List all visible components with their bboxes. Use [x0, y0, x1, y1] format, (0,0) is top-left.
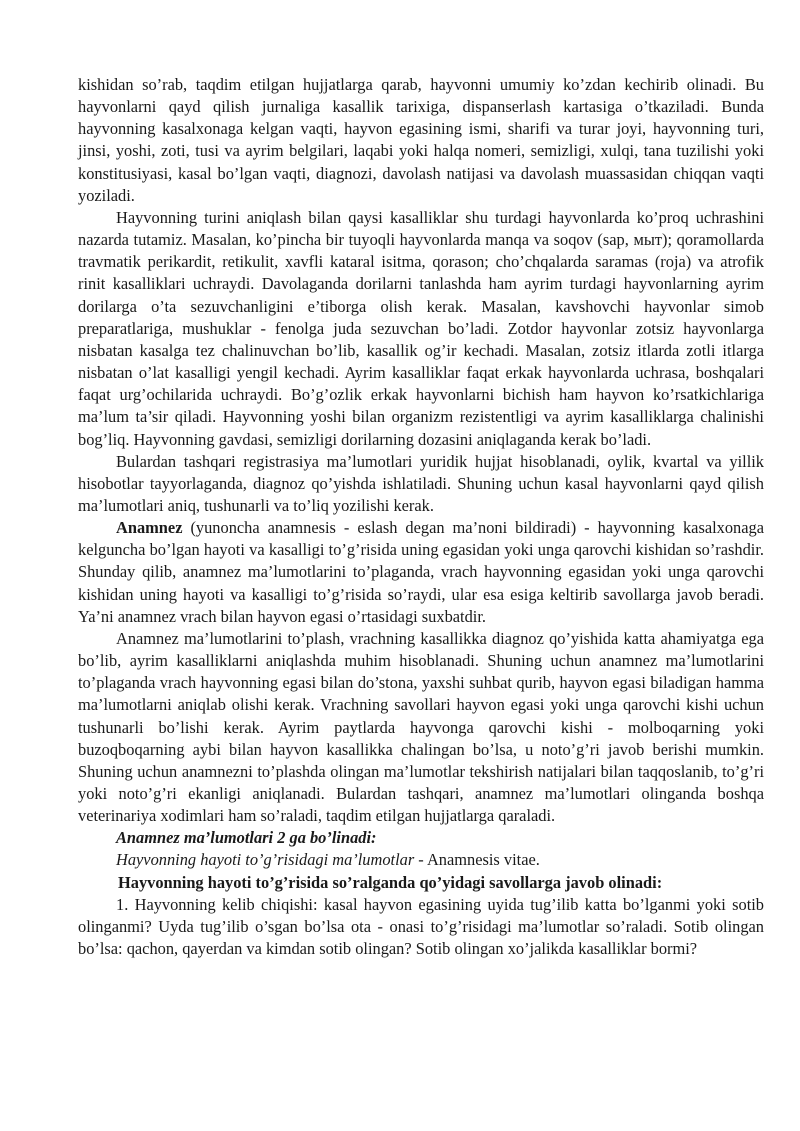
term-anamnez: Anamnez	[116, 518, 183, 538]
heading-life-questions: Hayvonning hayoti to’g’risida so’ralganda qo’yidagi savollarga javob olinadi:	[118, 872, 663, 892]
anamnesis-vitae-latin: - Anamnesis vitae.	[414, 850, 540, 870]
document-page	[78, 74, 764, 960]
anamnesis-vitae-italic: Hayvonning hayoti to’g’risidagi ma’lumotlar	[116, 850, 415, 870]
paragraph-registration-legal: Bulardan tashqari registrasiya ma’lumotlari yuridik hujjat hisoblanadi, oylik, kvartal va yillik hisobotlar tayyorlaganda, diagnoz qo’yishda ishlatiladi. Shuning uchun kasal hayvonlarni qayd qilish ma’lumotlari aniq, tushunarli va to’liq yozilishi kerak.	[78, 451, 764, 515]
paragraph-animal-species: Hayvonning turini aniqlash bilan qaysi kasalliklar shu turdagi hayvonlarda ko’proq uchrashini nazarda tutamiz. Masalan, ko’pincha bir tuyoqli hayvonlarda manqa va soqov (sap, мыт); qoramollarda travmatik perikardit, retikulit, xavfli kataral isitma, qorason; cho’chqalarda saramas (roja) va atrofik rinit kasalliklari uchraydi. Davolaganda dorilarni tanlashda ham ayrim turdagi hayvonlarning ayrim dorilarga o’ta sezuvchanligini e’tiborga olish kerak. Masalan, kavshovchi hayvonlar simob preparatlariga, mushuklar - fenolga juda sezuvchan bo’ladi. Zotdor hayvonlar zotsiz hayvonlarga nisbatan kasalga tez chalinuvchan bo’lib, kasallik og’ir kechadi. Masalan, zotsiz itlarda zotli itlarga nisbatan o’lat kasalligi yengil kechadi. Ayrim kasalliklar faqat erkak hayvonlarda uchrasa, boshqalari faqat urg’ochilarida uchraydi. Bo’g’ozlik erkak hayvonlarni bichish ham hayvon ko’rsatkichlariga ma’lum ta’sir qiladi. Hayvonning yoshi bilan organizm rezistentligi va ayrim kasalliklarga chalinishi bog’liq. Hayvonning gavdasi, semizligi dorilarning dozasini aniqlaganda kerak bo’ladi.	[78, 207, 764, 449]
anamnesis-definition-text: (yunoncha anamnesis - eslash degan ma’noni bildiradi) - hayvonning kasalxonaga kelguncha bo’lgan hayoti va kasalligi to’g’risida uning egasidan yoki unga qarovchi kishidan so’rashdir. Shunday qilib, anamnez ma’lumotlarini to’plaganda, vrach hayvonning egasidan yoki unga qarovchi kishidan uning hayoti va kasalligi to’g’risida so’raydi, ular esa esiga keltirib savollarga javob beradi. Ya’ni anamnez vrach bilan hayvon egasi o’rtasidagi suxbatdir.	[78, 518, 764, 626]
paragraph-origin-question: 1. Hayvonning kelib chiqishi: kasal hayvon egasining uyida tug’ilib katta bo’lganmi yoki sotib olinganmi? Uyda tug’ilib o’sgan bo’lsa ota - onasi to’g’risidagi ma’lumotlar so’raladi. Sotib olingan bo’lsa: qachon, qayerdan va kimdan sotib olingan? Sotib olingan xo’jalikda kasalliklar bormi?	[78, 894, 764, 959]
paragraph-registration-continuation: kishidan so’rab, taqdim etilgan hujjatlarga qarab, hayvonni umumiy ko’zdan kechirib olinadi. Bu hayvonlarni qayd qilish jurnaliga kasallik tarixiga, dispanserlash kartasiga o’tkaziladi. Bunda hayvonning kasalxonaga kelgan vaqti, hayvon egasining ismi, sharifi va turar joyi, hayvonning turi, jinsi, yoshi, zoti, tusi va ayrim belgilari, laqabi yoki halqa nomeri, semizligi, xulqi, tana tuzilishi yoki konstitusiyasi, kasal bo’lgan vaqti, diagnozi, davolash natijasi va davolash muassasidan chiqqan vaqti yoziladi.	[78, 75, 764, 205]
paragraph-anamnesis-importance: Anamnez ma’lumotlarini to’plash, vrachning kasallikka diagnoz qo’yishida katta ahamiyatga ega bo’lib, ayrim kasalliklarni aniqlashda muhim hisoblanadi. Shuning uchun anamnez ma’lumotlarini to’plaganda vrach hayvonning egasi bilan do’stona, yaxshi suhbat qurib, hayvon egasi biladigan hamma ma’lumotlarni aniqlab olishi kerak. Vrachning savollari hayvon egasi yoki unga qarovchi kishi uchun tushunarli bo’lishi kerak. Ayrim paytlarda hayvonga qarovchi kishi - molboqarning yoki buzoqboqarning aybi bilan hayvon kasallikka chalingan bo’lsa, u noto’g’ri javob berishi mumkin. Shuning uchun anamnezni to’plashda olingan ma’lumotlar tekshirish natijalari bilan taqqoslanib, to’g’ri yoki noto’g’ri ekanligi aniqlanadi. Bulardan tashqari, anamnez ma’lumotlari olinganda boshqa veterinariya xodimlari ham so’raladi, taqdim etilgan hujjatlarga qaraladi.	[78, 628, 764, 826]
heading-anamnesis-division: Anamnez ma’lumotlari 2 ga bo’linadi:	[116, 828, 377, 848]
line-anamnesis-vitae	[78, 849, 764, 871]
paragraph-anamnesis-definition	[78, 517, 764, 628]
